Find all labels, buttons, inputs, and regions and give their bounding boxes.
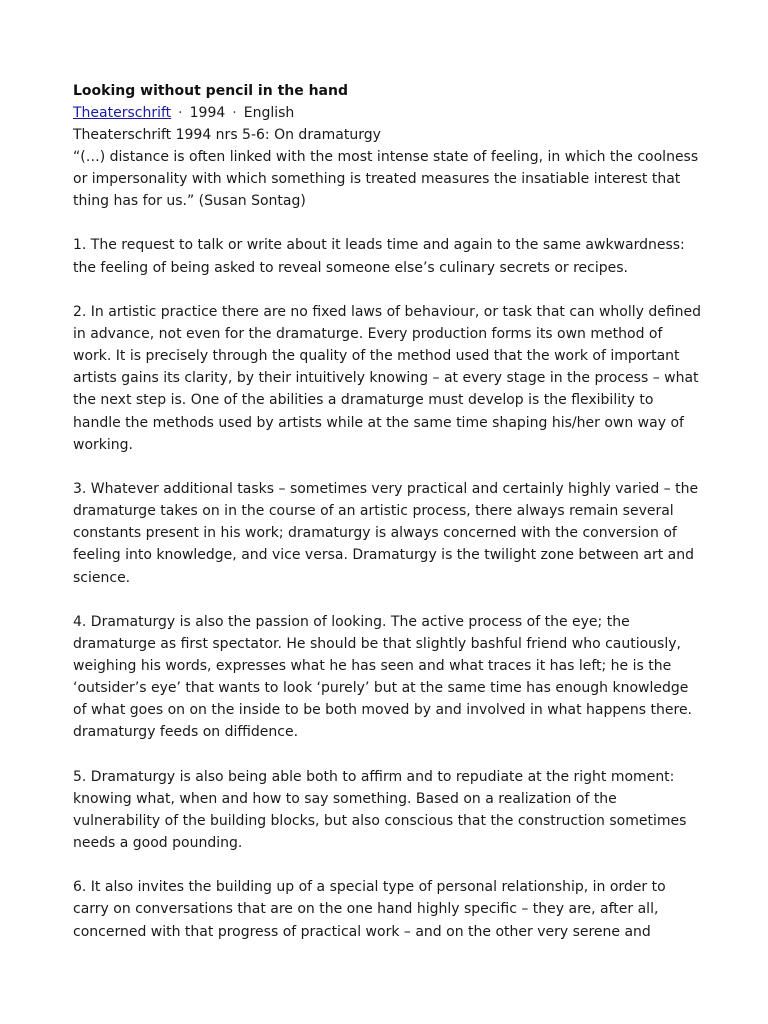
document-subtitle: Theaterschrift 1994 nrs 5-6: On dramaturgy: [73, 127, 381, 143]
document-meta: [73, 102, 703, 124]
paragraph-3: 3. Whatever additional tasks – sometimes very practical and certainly highly varied – the dramaturge takes on in the course of an artistic process, there always remain several constants present in his work; dramaturgy is always concerned with the conversion of feeling into knowledge, and vice versa. Dramaturgy is the twilight zone between art and science.: [73, 480, 699, 586]
meta-language: English: [243, 105, 295, 121]
meta-year: 1994: [189, 105, 226, 121]
document-page: [73, 80, 703, 965]
epigraph: “(…) distance is often linked with the most intense state of feeling, in which the coolness or impersonality with which something is treated measures the insatiable interest that thing has for us.” (Susan Sontag): [73, 149, 699, 210]
paragraph-6: 6. It also invites the building up of a special type of personal relationship, in order to carry on conversations that are on the one hand highly specific – they are, after all, concerned with that progress of practical work – and on the other very serene and: [73, 879, 666, 940]
source-link[interactable]: Theaterschrift: [73, 105, 172, 121]
paragraph-2: 2. In artistic practice there are no fixed laws of behaviour, or task that can wholly defined in advance, not even for the dramaturge. Every production forms its own method of work. It is precisely through the quality of the method used that the work of important artists gains its clarity, by their intuitively knowing – at every stage in the process – what the next step is. One of the abilities a dramaturge must develop is the flexibility to handle the methods used by artists while at the same time shaping his/her own way of working.: [73, 303, 702, 453]
meta-separator: ·: [232, 105, 237, 121]
document-title: Looking without pencil in the hand: [73, 83, 348, 99]
paragraph-1: 1. The request to talk or write about it leads time and again to the same awkwardness: the feeling of being asked to reveal someone else’s culinary secrets or recipes.: [73, 237, 685, 276]
paragraph-4: 4. Dramaturgy is also the passion of looking. The active process of the eye; the dramaturge as first spectator. He should be that slightly bashful friend who cautiously, weighing his words, expresses what he has seen and what traces it has left; he is the ‘outsider’s eye’ that wants to look ‘purely’ but at the same time has enough knowledge of what goes on on the inside to be both moved by and involved in what happens there. dramaturgy feeds on diffidence.: [73, 613, 693, 741]
meta-separator: ·: [178, 105, 183, 121]
paragraph-5: 5. Dramaturgy is also being able both to affirm and to repudiate at the right moment: knowing what, when and how to say something. Based on a realization of the vulnerability of the building blocks, but also conscious that the construction sometimes needs a good pounding.: [73, 768, 687, 852]
